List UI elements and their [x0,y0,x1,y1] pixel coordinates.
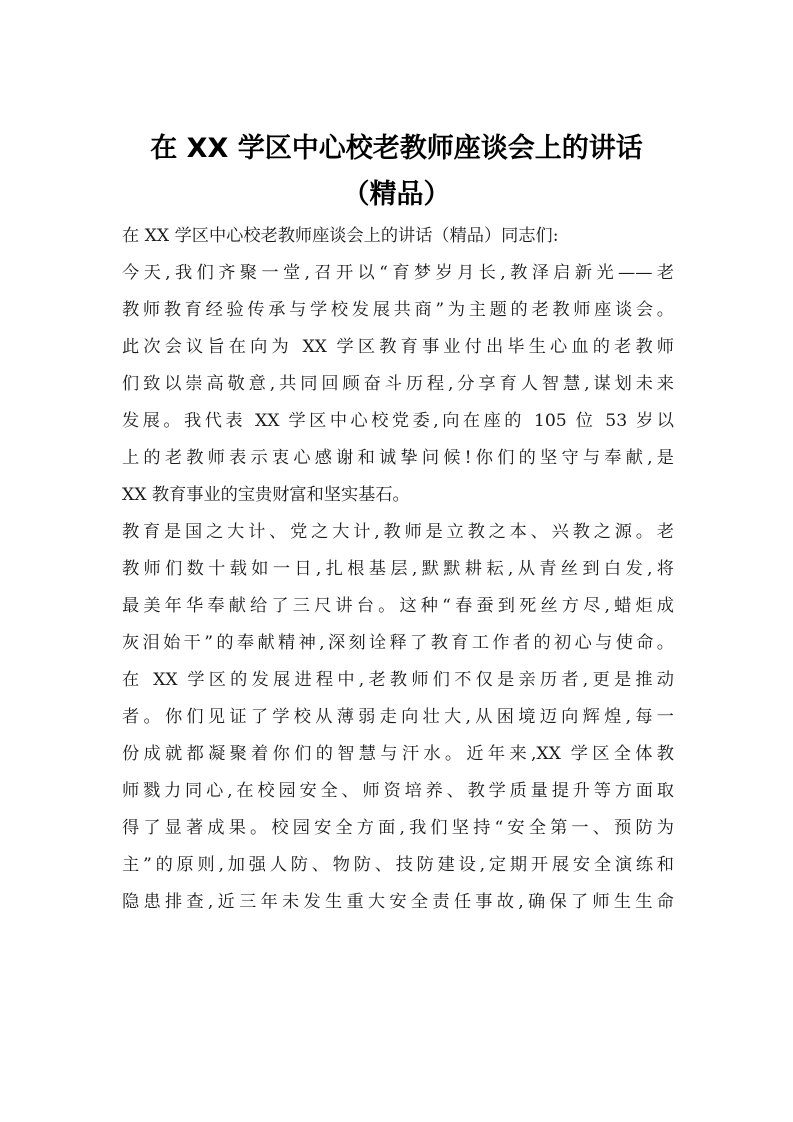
body-line: 们致以崇高敬意,共同回顾奋斗历程,分享育人智慧,谋划未来 [122,374,674,394]
body-line: 隐患排查,近三年未发生重大安全责任事故,确保了师生生命 [122,892,674,912]
body-line: 在 XX 学区中心校老教师座谈会上的讲话（精品）同志们: [122,226,559,246]
document-title-line2: （精品） [342,179,451,210]
body-line: 最美年华奉献给了三尺讲台。这种“春蚕到死丝方尽,蜡炬成 [122,596,674,616]
body-line: 在 XX 学区的发展进程中,老教师们不仅是亲历者,更是推动 [122,670,674,690]
body-line: 师戮力同心,在校园安全、师资培养、教学质量提升等方面取 [122,781,674,801]
body-line: 者。你们见证了学校从薄弱走向壮大,从困境迈向辉煌,每一 [122,707,674,727]
body-line: 灰泪始干”的奉献精神,深刻诠释了教育工作者的初心与使命。 [122,633,674,653]
body-line: 主”的原则,加强人防、物防、技防建设,定期开展安全演练和 [122,855,674,875]
body-line: 教师们数十载如一日,扎根基层,默默耕耘,从青丝到白发,将 [122,559,674,579]
body-line: 此次会议旨在向为 XX 学区教育事业付出毕生心血的老教师 [122,337,674,357]
body-line: 上的老教师表示衷心感谢和诚挚问候!你们的坚守与奉献,是 [122,448,674,468]
body-line: 教师教育经验传承与学校发展共商”为主题的老教师座谈会。 [122,300,674,320]
body-line: XX 教育事业的宝贵财富和坚实基石。 [122,485,410,505]
document-title-line1: 在 XX 学区中心校老教师座谈会上的讲话 [150,133,643,164]
body-line: 今天,我们齐聚一堂,召开以“育梦岁月长,教泽启新光——老 [122,263,674,283]
body-line: 发展。我代表 XX 学区中心校党委,向在座的 105 位 53 岁以 [122,411,674,431]
document-body [122,218,674,921]
body-line: 教育是国之大计、党之大计,教师是立教之本、兴教之源。老 [122,522,674,542]
body-line: 份成就都凝聚着你们的智慧与汗水。近年来,XX 学区全体教 [122,744,674,764]
body-line: 得了显著成果。校园安全方面,我们坚持“安全第一、预防为 [122,818,674,838]
